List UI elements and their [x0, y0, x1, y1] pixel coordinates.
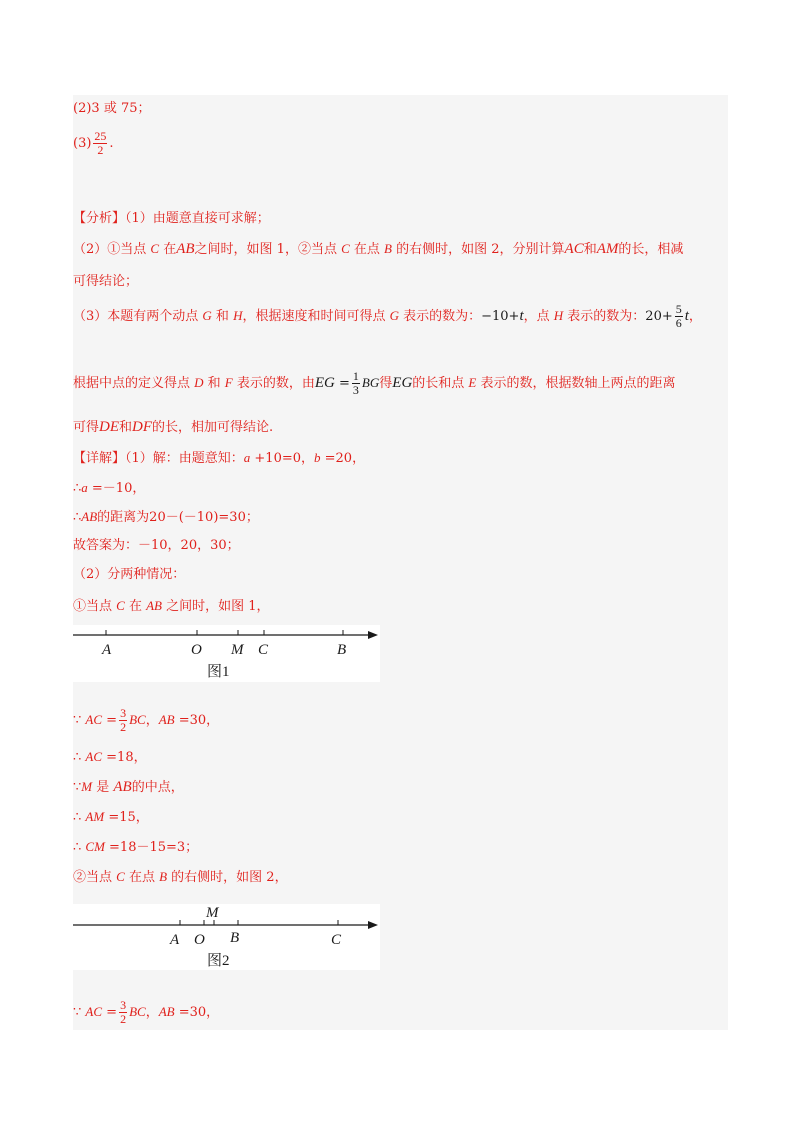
detail-line-7: ∵ AC = $\frac{3}{2}$ BC，AB =30，: [73, 706, 220, 734]
detail-line-1: 【详解】（1）解：由题意知：a +10=0，b =20，: [73, 450, 366, 466]
label-c: C: [258, 642, 269, 658]
label-a: A: [170, 932, 180, 948]
analysis-line-2: （2）①当点 C 在AB之间时，如图 1，②当点 C 在点 B 的右侧时，如图 2，分别计算AC和AM的长，相减: [73, 241, 684, 257]
axis-arrow-icon: [368, 921, 378, 929]
answer-3-prefix: (3): [73, 136, 92, 151]
label-b: B: [337, 642, 347, 658]
content-panel: [73, 95, 728, 1030]
detail-line-4: 故答案为：－10，20，30；: [73, 538, 240, 553]
analysis-line-4: （3）本题有两个动点 G 和 H，根据速度和时间可得点 G 表示的数为：−10+t，点 H 表示的数为：20+ $\frac{5}{6}$ t，: [73, 302, 702, 330]
fraction-3-2: $\frac{3}{2}$: [120, 706, 127, 734]
figure-1-caption: 图1: [207, 664, 230, 680]
detail-line-3: ∴AB的距离为20－(－10)=30；: [73, 509, 259, 525]
fraction-3-2-second: $\frac{3}{2}$: [120, 998, 127, 1026]
analysis-line-6: 可得DE和DF的长，相加可得结论.: [73, 419, 274, 435]
answer-3-fraction: $\frac{25}{2}$: [94, 129, 107, 157]
detail-line-12: ②当点 C 在点 B 的右侧时，如图 2，: [73, 869, 288, 885]
detail-line-11: ∴ CM =18－15=3；: [73, 839, 199, 855]
detail-line-13: ∵ AC = $\frac{3}{2}$ BC，AB =30，: [73, 998, 220, 1026]
label-b: B: [230, 930, 240, 946]
number-line-figure-1: [73, 625, 380, 682]
detail-line-9: ∵M 是 AB的中点，: [73, 779, 184, 795]
number-line-1: [73, 625, 380, 682]
analysis-line-5: 根据中点的定义得点 D 和 F 表示的数，由EG = $\frac{1}{3}$ BG得EG的长和点 E 表示的数，根据数轴上两点的距离: [73, 369, 676, 397]
detail-line-8: ∴ AC =18，: [73, 749, 147, 765]
analysis-line-3: 可得结论；: [73, 274, 139, 289]
label-m: M: [206, 905, 219, 921]
label-c: C: [331, 932, 342, 948]
fraction-1-3: $\frac{1}{3}$: [352, 369, 359, 397]
label-a: A: [102, 642, 112, 658]
axis-arrow-icon: [368, 631, 378, 639]
number-line-2: [73, 904, 380, 970]
detail-line-10: ∴ AM =15，: [73, 809, 149, 825]
answer-2: (2)3 或 75；: [73, 101, 151, 116]
answer-3: (3) $\frac{25}{2}$ .: [73, 129, 114, 157]
label-o: O: [194, 932, 205, 948]
detail-line-2: ∴a =－10，: [73, 480, 146, 496]
detail-line-5: （2）分两种情况：: [73, 567, 186, 582]
number-line-figure-2: [73, 904, 380, 970]
analysis-line-1: 【分析】（1）由题意直接可求解；: [73, 211, 270, 226]
detail-line-6: ①当点 C 在 AB 之间时，如图 1，: [73, 598, 270, 614]
label-o: O: [191, 642, 202, 658]
label-m: M: [231, 642, 244, 658]
figure-2-caption: 图2: [207, 953, 230, 969]
fraction-5-6: $\frac{5}{6}$: [675, 302, 682, 330]
